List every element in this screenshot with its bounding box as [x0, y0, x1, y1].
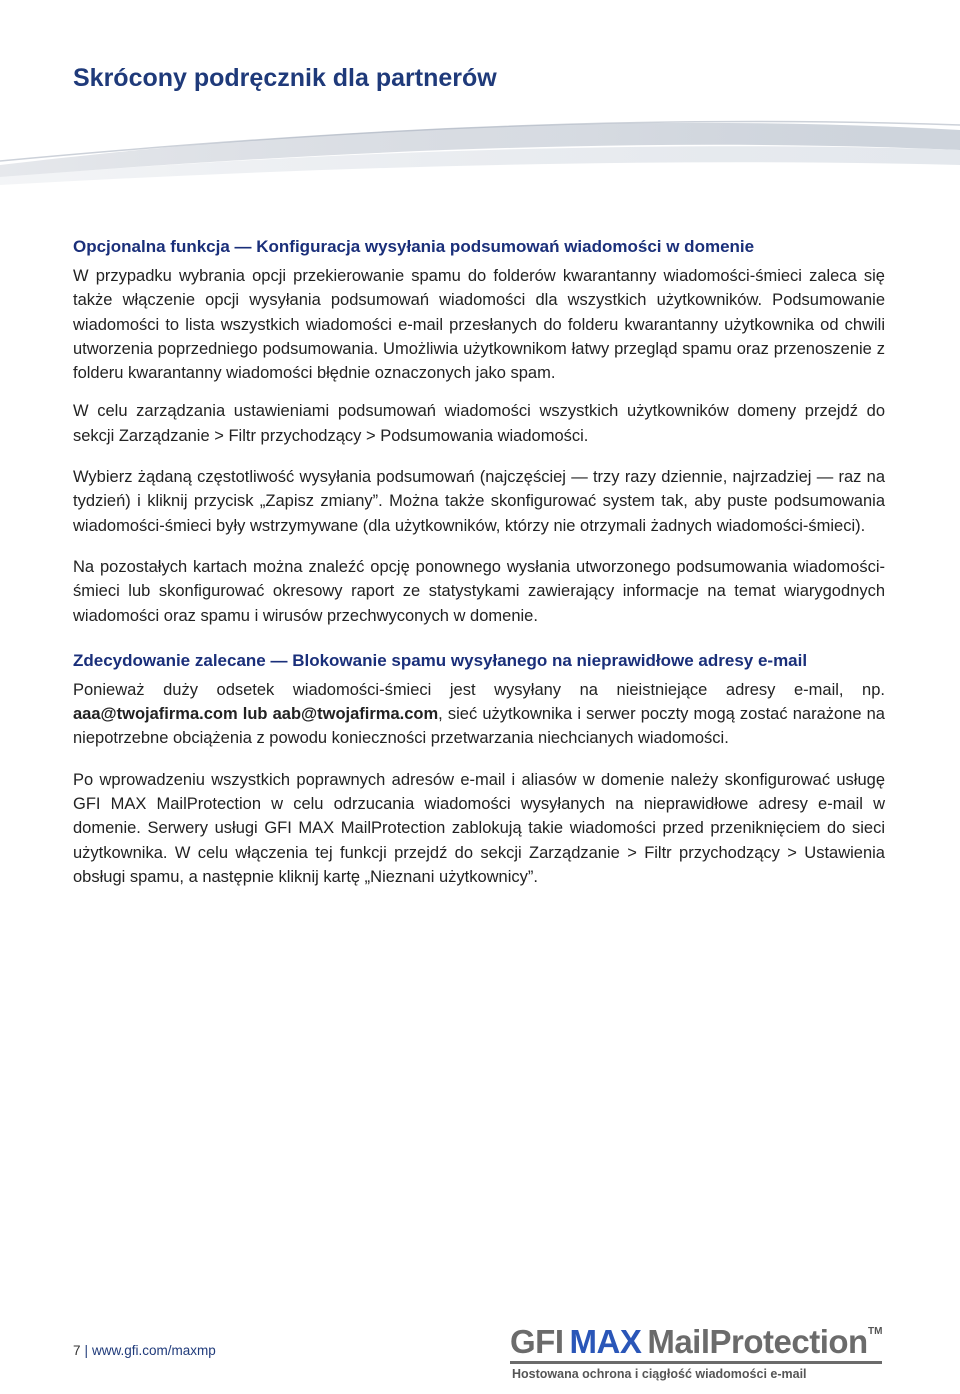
- section-heading-invalid-addresses: Zdecydowanie zalecane — Blokowanie spamu wysyłanego na nieprawidłowe adresy e-mail: [73, 650, 808, 670]
- paragraph-text: , sieć użytkownika i serwer poczty mogą zostać narażone na niepotrzebne obciążenia z powodu konieczności przetwarzania niechcianych wiadomości.: [73, 705, 885, 748]
- logo-wordmark: [510, 1322, 868, 1362]
- section-heading-digest: Opcjonalna funkcja — Konfiguracja wysyłania podsumowań wiadomości w domenie: [73, 237, 755, 256]
- header-swoosh: [0, 95, 960, 195]
- paragraph: Wybierz żądaną częstotliwość wysyłania podsumowań (najczęściej — trzy razy dziennie, najrzadziej — raz na tydzień) i kliknij przycisk „Zapisz zmiany”. Można także skonfigurować system tak, aby puste podsumowania wiadomości-śmieci były wstrzymywane (dla użytkowników, którzy nie otrzymali żadnych wiadomości-śmieci).: [73, 468, 885, 535]
- page-title: Skrócony podręcznik dla partnerów: [73, 64, 497, 92]
- paragraph: W celu zarządzania ustawieniami podsumowań wiadomości wszystkich użytkowników domeny przejdź do sekcji Zarządzanie > Filtr przychodzący > Podsumowania wiadomości.: [73, 402, 885, 445]
- logo-tagline: Hostowana ochrona i ciągłość wiadomości e-mail: [512, 1367, 807, 1381]
- logo-trademark: TM: [868, 1326, 883, 1337]
- example-emails: aaa@twojafirma.com lub aab@twojafirma.com: [73, 705, 439, 724]
- paragraph: W przypadku wybrania opcji przekierowanie spamu do folderów kwarantanny wiadomości-śmieci zaleca się także włączenie opcji wysyłania podsumowań wiadomości dla wszystkich użytkowników. Podsumowanie wiadomości to lista wszystkich wiadomości e-mail przesłanych do folderu kwarantanny użytkownika od chwili utworzenia poprzedniego podsumowania. Umożliwia użytkownikom łatwy przegląd spamu oraz przenoszenie z folderu kwarantanny wiadomości błędnie oznaczonych jako spam.: [73, 267, 885, 383]
- page-number: 7: [73, 1343, 81, 1358]
- paragraph: Na pozostałych kartach można znaleźć opcję ponownego wysłania utworzonego podsumowania wiadomości-śmieci lub skonfigurować okresowy raport ze statystykami zawierający informacje na temat wiarygodnych wiadomości oraz spamu i wirusów przechwyconych w domenie.: [73, 557, 885, 625]
- page-footer: [73, 1343, 216, 1358]
- footer-link[interactable]: www.gfi.com/maxmp: [92, 1343, 216, 1358]
- paragraph: Po wprowadzeniu wszystkich poprawnych adresów e-mail i aliasów w domenie należy skonfigurować usługę GFI MAX MailProtection w celu odrzucania wiadomości wysyłanych na nieprawidłowe adresy e-mail w domenie. Serwery usługi GFI MAX MailProtection zablokują takie wiadomości przed przeniknięciem do sieci użytkownika. W celu włączenia tej funkcji przejdź do sekcji Zarządzanie > Filtr przychodzący > Ustawienia obsługi spamu, a następnie kliknij kartę „Nieznani użytkownicy”.: [73, 770, 885, 886]
- logo-max: MAX: [569, 1323, 642, 1360]
- paragraph-text: Ponieważ duży odsetek wiadomości-śmieci jest wysyłany na nieistniejące adresy e-mail, np.: [73, 680, 885, 699]
- gfi-max-mailprotection-logo: [510, 1322, 890, 1388]
- logo-product: MailProtection: [647, 1323, 868, 1360]
- logo-gfi: GFI: [510, 1323, 564, 1360]
- logo-underline: [510, 1361, 882, 1364]
- paragraph: [73, 678, 885, 751]
- main-content: [73, 234, 885, 906]
- footer-separator: |: [84, 1343, 89, 1358]
